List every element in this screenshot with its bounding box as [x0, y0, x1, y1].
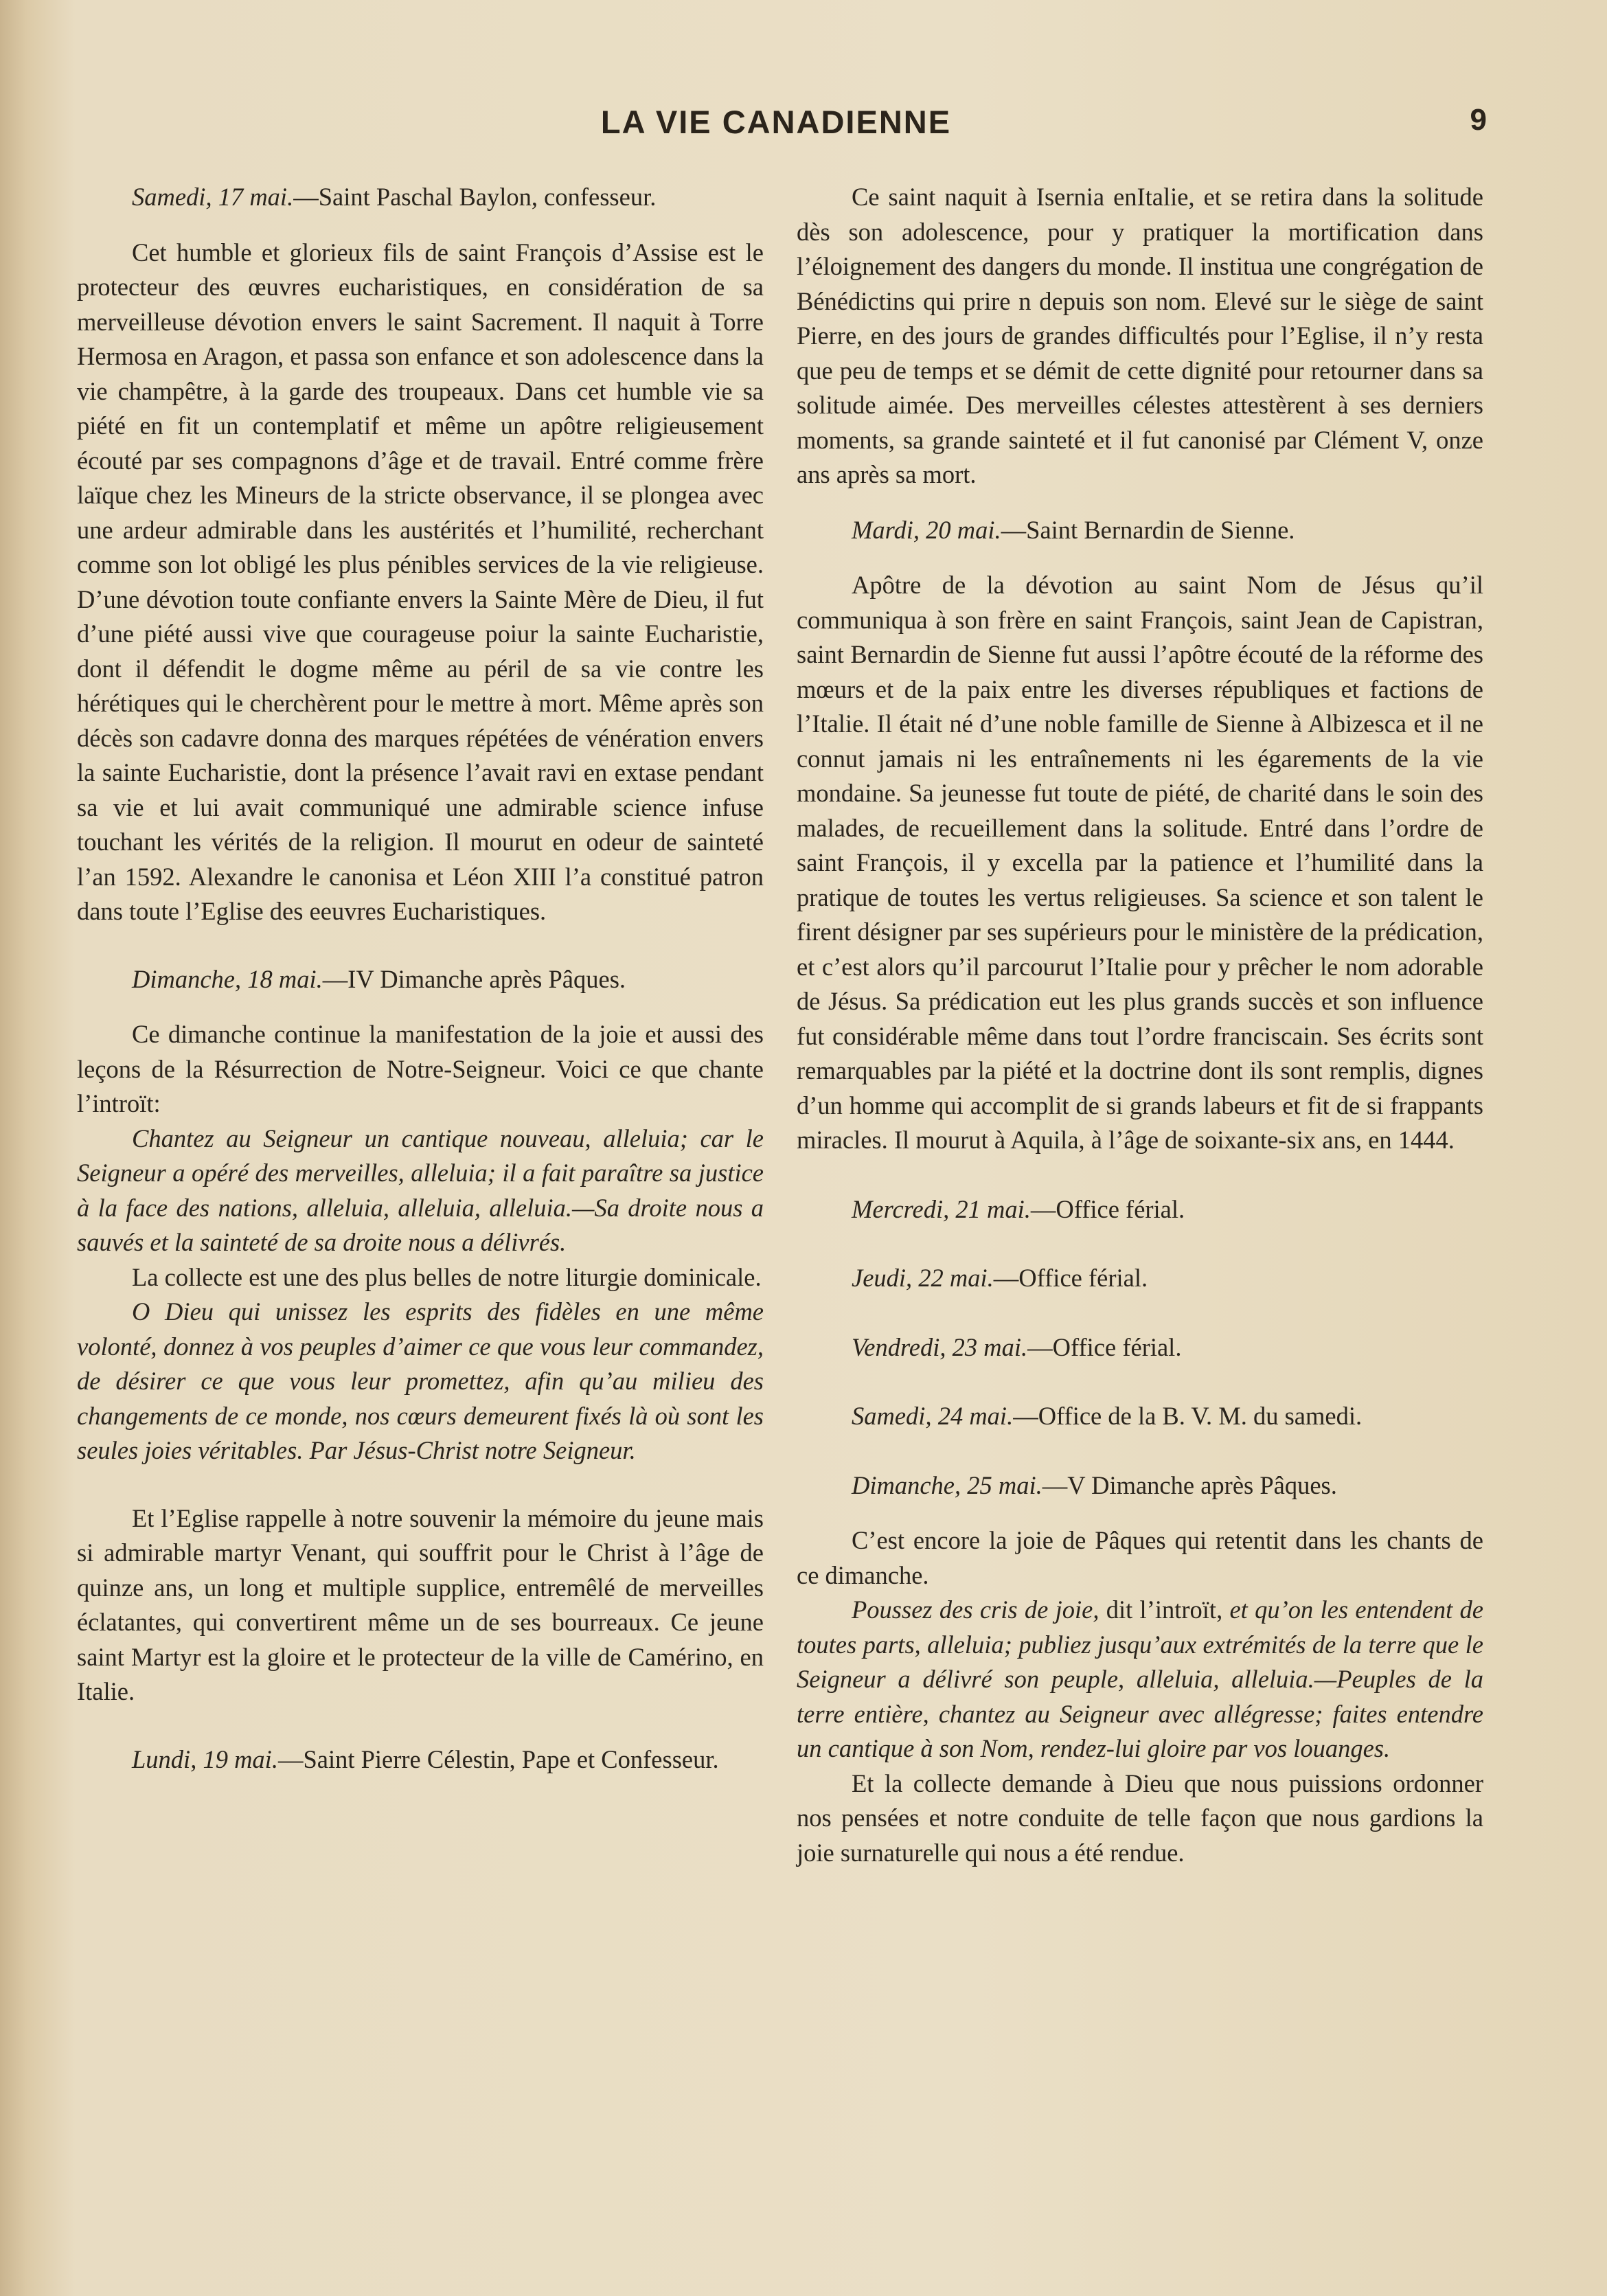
- entry-title: —Saint Pierre Célestin, Pape et Confesseur.: [277, 1744, 719, 1773]
- entry-wednesday-21: [797, 1192, 1483, 1227]
- entry-date: Jeudi, 22 mai.: [852, 1264, 994, 1292]
- entry-date: Vendredi, 23 mai.: [852, 1332, 1028, 1361]
- introit-quote: et qu’on les entendent de toutes parts, alleluia; publiez jusqu’aux extrémités de la terre que le Seigneur a délivré son peuple, alleluia, alleluia.—Peuples de la terre entière, chantez au Seigneur avec allégresse; faites entendre un cantique à son Nom, rendez-lui gloire par vos louanges.: [797, 1595, 1483, 1762]
- entry-thursday-22: [797, 1261, 1483, 1296]
- entry-date: Dimanche, 18 mai.: [132, 964, 323, 993]
- introit-quote: Chantez au Seigneur un cantique nouveau, alleluia; car le Seigneur a opéré des merveilles, alleluia; il a fait paraître sa justice à la face des nations, alleluia, alleluia, alleluia.—Sa droite nous a sauvés et la sainteté de sa droite nous a délivrés.: [77, 1124, 764, 1256]
- entry-title: —Office de la B. V. M. du samedi.: [1013, 1402, 1363, 1430]
- entry-saturday-17: [77, 180, 764, 215]
- entry-date: Mardi, 20 mai.: [852, 515, 1001, 544]
- entry-title: —IV Dimanche après Pâques.: [322, 964, 626, 993]
- entry-date: Mercredi, 21 mai.: [852, 1194, 1031, 1223]
- entry-friday-23: [797, 1330, 1483, 1365]
- entry-tuesday-20: [797, 513, 1483, 548]
- entry-title: —Office férial.: [1030, 1194, 1185, 1223]
- paragraph: Et la collecte demande à Dieu que nous puissions ordonner nos pensées et notre conduite de telle façon que nous gardions la joie surnaturelle qui nous a été rendue.: [797, 1769, 1483, 1867]
- paragraph: C’est encore la joie de Pâques qui retentit dans les chants de ce dimanche.: [797, 1526, 1483, 1589]
- introit-opening: Poussez des cris de joie,: [852, 1595, 1099, 1624]
- paragraph: Cet humble et glorieux fils de saint François d’Assise est le protecteur des œuvres eucharistiques, en considération de sa merveilleuse dévotion envers le saint Sacrement. Il naquit à Torre Hermosa en Aragon, et passa son enfance et son adolescence dans la vie champêtre, à la garde des troupeaux. Dans cet humble vie sa piété en fit un contemplatif et même un apôtre religieusement écouté par ses compagnons d’âge et de travail. Entré comme frère laïque chez les Mineurs de la stricte observance, il se plongea avec une ardeur admirable dans les austérités et l’humilité, recherchant comme son lot obligé les plus pénibles services de la vie religieuse. D’une dévotion toute confiante envers la Sainte Mère de Dieu, il fut d’une piété aussi vive que courageuse poiur la sainte Eucharistie, dont il défendit le dogme même au péril de sa vie contre les hérétiques qui le cherchèrent pour le mettre à mort. Même après son décès son cadavre donna des marques répétées de vénération envers la sainte Eucharistie, dont la présence l’avait ravi en extase pendant sa vie et lui avait communiqué une admirable science infuse touchant les vérités de la religion. Il mourut en odeur de sainteté l’an 1592. Alexandre le canonisa et Léon XIII l’a constitué patron dans toute l’Eglise des eeuvres Eucharistiques.: [77, 238, 764, 925]
- entry-date: Samedi, 17 mai.: [132, 183, 294, 211]
- paragraph: La collecte est une des plus belles de notre liturgie dominicale.: [132, 1262, 762, 1291]
- entry-title: —V Dimanche après Pâques.: [1042, 1470, 1337, 1499]
- entry-title: —Office férial.: [1027, 1332, 1182, 1361]
- collect-quote: O Dieu qui unissez les esprits des fidèles en une même volonté, donnez à vos peuples d’aimer ce que vous leur commandez, de désirer ce que vous leur promettez, afin qu’au milieu des changements de ce monde, nos cœurs demeurent fixés là où sont les seules joies véritables. Par Jésus-Christ notre Seigneur.: [77, 1297, 764, 1464]
- introit-attribution: dit l’introït,: [1099, 1595, 1230, 1624]
- running-title: LA VIE CANADIENNE: [600, 104, 952, 140]
- entry-title: —Saint Bernardin de Sienne.: [1001, 515, 1295, 544]
- paragraph: Ce dimanche continue la manifestation de la joie et aussi des leçons de la Résurrection de Notre-Seigneur. Voici ce que chante l’introït:: [77, 1020, 764, 1117]
- right-column: [797, 180, 1483, 1870]
- paragraph: Et l’Eglise rappelle à notre souvenir la mémoire du jeune mais si admirable martyr Venant, qui souffrit pour le Christ à l’âge de quinze ans, un long et multiple supplice, entremêlé de merveilles éclatantes, qui convertirent même un de ses bourreaux. Ce jeune saint Martyr est la gloire et le protecteur de la ville de Camérino, en Italie.: [77, 1503, 764, 1705]
- entry-monday-19: [77, 1742, 764, 1777]
- entry-title: —Saint Paschal Baylon, confesseur.: [293, 183, 657, 211]
- page-number: 9: [1470, 103, 1487, 137]
- paragraph: Apôtre de la dévotion au saint Nom de Jésus qu’il communiqua à son frère en saint François, saint Jean de Capistran, saint Bernardin de Sienne fut aussi l’apôtre écouté de la réforme des mœurs et de la paix entre les diverses républiques et factions de l’Italie. Il était né d’une noble famille de Sienne à Albizesca et il ne connut jamais ni les entraînements ni les égarements de la vie mondaine. Sa jeunesse fut toute de piété, de charité dans le soin des malades, de recueillement dans la solitude. Entré dans l’ordre de saint François, il y excella par la patience et l’humilité dans la pratique de toutes les vertus religieuses. Sa science et son talent le firent désigner par ses supérieurs pour le ministère de la prédication, et c’est alors qu’il parcourut l’Italie pour y prêcher le nom adorable de Jésus. Sa prédication eut les plus grands succès et son influence fut considérable même dans tout l’ordre franciscain. Ses écrits sont remarquables par la piété et la doctrine dont ils sont remplis, dignes d’un homme qui accomplit de si grands labeurs et fit de si frappants miracles. Il mourut à Aquila, à l’âge de soixante-six ans, en 1444.: [797, 571, 1483, 1154]
- introit-paragraph: [797, 1593, 1483, 1766]
- paragraph: Ce saint naquit à Isernia enItalie, et se retira dans la solitude dès son adolescence, pour y pratiquer la mortification dans l’éloignement des dangers du monde. Il institua une congrégation de Bénédictins qui prire n depuis son nom. Elevé sur le siège de saint Pierre, en des jours de grandes difficultés pour l’Eglise, il n’y resta que peu de temps et se démit de cette dignité pour retourner dans sa solitude aimée. Des merveilles célestes attestèrent à ses derniers moments, sa grande sainteté et il fut canonisé par Clément V, onze ans après sa mort.: [797, 183, 1483, 488]
- left-column: [77, 180, 764, 1777]
- page-header: [0, 103, 1607, 151]
- entry-sunday-18: [77, 962, 764, 997]
- entry-date: Samedi, 24 mai.: [852, 1402, 1014, 1430]
- entry-saturday-24: [797, 1399, 1483, 1434]
- entry-date: Lundi, 19 mai.: [132, 1744, 278, 1773]
- entry-sunday-25: [797, 1468, 1483, 1503]
- entry-date: Dimanche, 25 mai.: [852, 1470, 1042, 1499]
- entry-title: —Office férial.: [993, 1264, 1148, 1292]
